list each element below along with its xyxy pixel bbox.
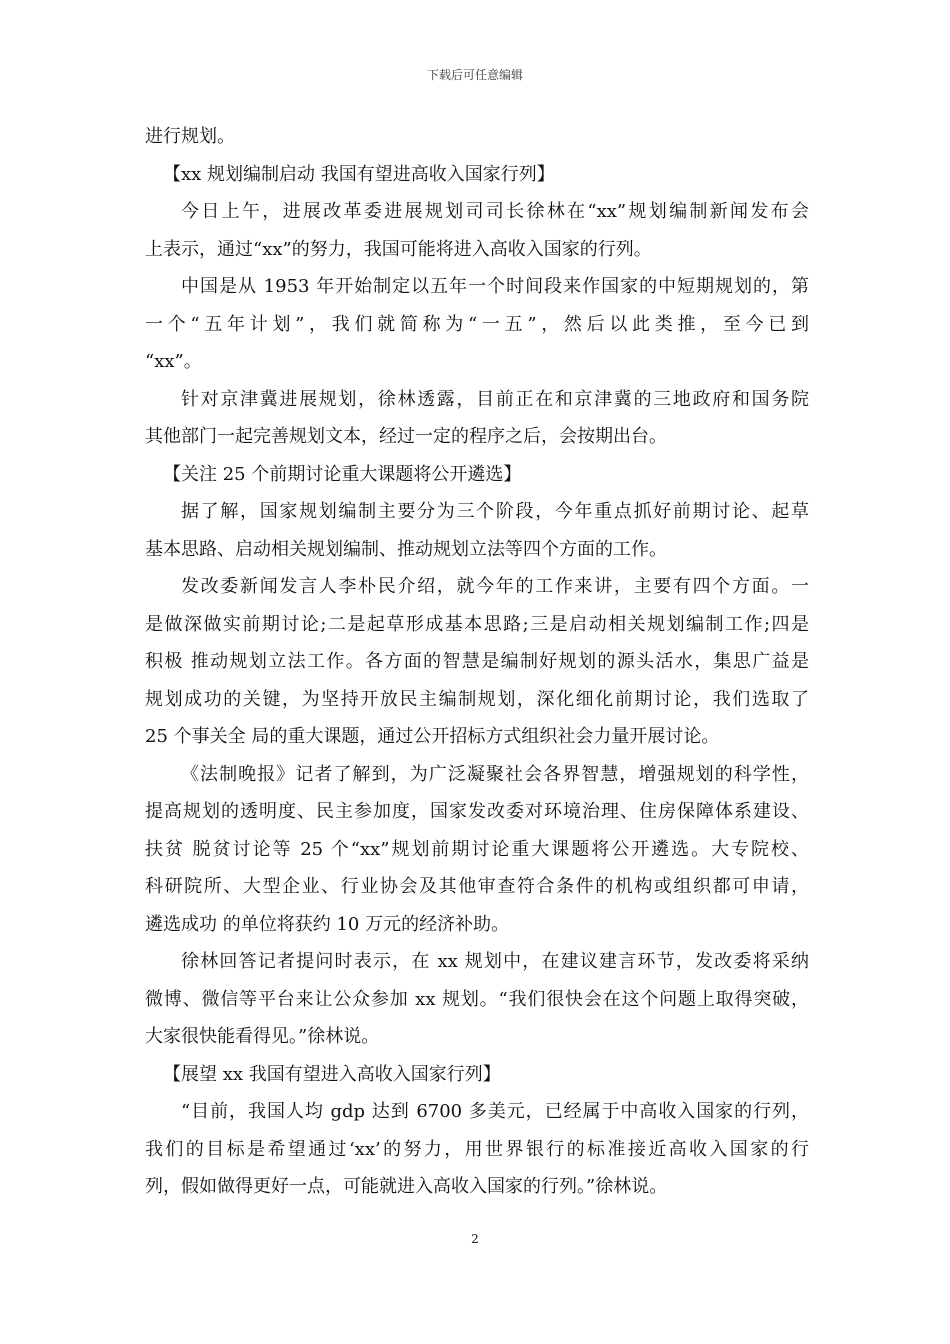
text-line: 基本思路、启动相关规划编制、推动规划立法等四个方面的工作。 xyxy=(145,538,667,560)
text-line: 扶贫 脱贫讨论等 25 个“xx”规划前期讨论重大课题将公开遴选。大专院校、 xyxy=(145,838,809,860)
text-line: 提高规划的透明度、民主参加度，国家发改委对环境治理、住房保障体系建设、 xyxy=(145,801,809,822)
text-line: 据了解，国家规划编制主要分为三个阶段，今年重点抓好前期讨论、起草 xyxy=(181,501,809,522)
text-line: 其他部门一起完善规划文本，经过一定的程序之后，会按期出台。 xyxy=(145,426,667,447)
text-line: 大家很快能看得见。”徐林说。 xyxy=(145,1026,380,1047)
text-line: 发改委新闻发言人李朴民介绍，就今年的工作来讲，主要有四个方面。一 xyxy=(181,576,809,597)
text-line: 进行规划。 xyxy=(145,126,235,147)
text-line: 遴选成功 的单位将获约 10 万元的经济补助。 xyxy=(145,913,510,935)
text-line: “xx”。 xyxy=(145,351,202,372)
text-line: 上表示，通过“xx”的努力，我国可能将进入高收入国家的行列。 xyxy=(145,238,652,260)
document-body xyxy=(145,118,809,1206)
text-line: 积极 推动规划立法工作。各方面的智慧是编制好规划的源头活水，集思广益是 xyxy=(145,651,809,672)
text-line: 微博、微信等平台来让公众参加 xx 规划。“我们很快会在这个问题上取得突破， xyxy=(145,988,809,1010)
text-line: “目前，我国人均 gdp 达到 6700 多美元，已经属于中高收入国家的行列， xyxy=(181,1101,809,1122)
text-line: 针对京津冀进展规划，徐林透露，目前正在和京津冀的三地政府和国务院 xyxy=(181,388,809,410)
text-line: 是做深做实前期讨论;二是起草形成基本思路;三是启动相关规划编制工作;四是 xyxy=(145,613,809,635)
text-line: 科研院所、大型企业、行业协会及其他审查符合条件的机构或组织都可申请， xyxy=(145,876,809,897)
text-line: 今日上午，进展改革委进展规划司司长徐林在“xx”规划编制新闻发布会 xyxy=(181,201,809,222)
text-line: 规划成功的关键，为坚持开放民主编制规划，深化细化前期讨论，我们选取了 xyxy=(145,688,809,710)
section-heading: 【关注 25 个前期讨论重大课题将公开遴选】 xyxy=(163,463,522,485)
page-header: 下载后可任意编辑 xyxy=(426,68,523,82)
text-line: 徐林回答记者提问时表示，在 xx 规划中，在建议建言环节，发改委将采纳 xyxy=(181,951,809,972)
section-heading: 【xx 规划编制启动 我国有望进高收入国家行列】 xyxy=(163,163,555,185)
section-heading: 【展望 xx 我国有望进入高收入国家行列】 xyxy=(163,1063,501,1085)
text-line: 《法制晚报》记者了解到，为广泛凝聚社会各界智慧，增强规划的科学性， xyxy=(181,763,809,785)
text-line: 一个“五年计划”，我们就简称为“一五”，然后以此类推，至今已到 xyxy=(145,313,809,335)
text-line: 中国是从 1953 年开始制定以五年一个时间段来作国家的中短期规划的，第 xyxy=(181,276,809,297)
text-line: 25 个事关全 局的重大课题，通过公开招标方式组织社会力量开展讨论。 xyxy=(145,726,720,747)
text-line: 我们的目标是希望通过‘xx’的努力，用世界银行的标准接近高收入国家的行 xyxy=(145,1138,809,1160)
text-line: 列，假如做得更好一点，可能就进入高收入国家的行列。”徐林说。 xyxy=(145,1176,668,1197)
page-number: 2 xyxy=(471,1232,479,1246)
